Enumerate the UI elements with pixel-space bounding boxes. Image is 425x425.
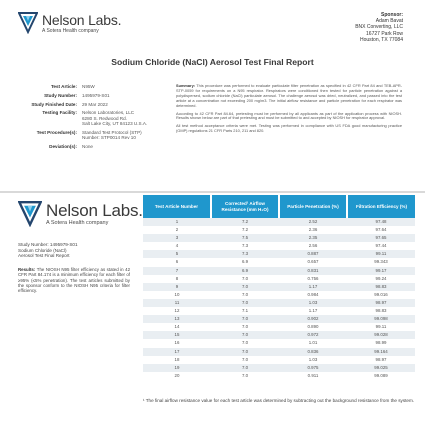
- table-row: [143, 307, 415, 315]
- table-cell: 19: [143, 364, 211, 372]
- table-cell: 11: [143, 299, 211, 307]
- table-row: [143, 242, 415, 250]
- table-row: [143, 348, 415, 356]
- table-row: [143, 299, 415, 307]
- meta-value: 1495979-S01: [82, 92, 110, 98]
- table-cell: 98.83: [347, 307, 415, 315]
- meta-key: Study Finished Date:: [31, 101, 77, 107]
- meta-value: N95W: [82, 84, 95, 89]
- table-row: [143, 291, 415, 299]
- summary-label: Summary:: [176, 83, 196, 88]
- table-cell: 6.9: [211, 258, 279, 266]
- table-cell: 97.44: [347, 242, 415, 250]
- table-cell: 7.0: [211, 364, 279, 372]
- study-line: Sodium Chloride (NaCl): [18, 247, 67, 253]
- column-header: Corrected¹ Airflow Resistance (mm H₂O): [211, 195, 279, 218]
- table-cell: 12: [143, 307, 211, 315]
- table-cell: 99.343: [347, 258, 415, 266]
- meta-value: Nelson Laboratories, LLC 6280 S. Redwood Rd. Salt Lake City, UT 84123 U.S.A.: [82, 110, 148, 127]
- table-cell: 99.089: [347, 372, 415, 380]
- table-cell: 16: [143, 339, 211, 347]
- table-cell: 1.03: [279, 356, 347, 364]
- table-cell: 7.1: [211, 307, 279, 315]
- table-cell: 98.99: [347, 339, 415, 347]
- results-table: [143, 195, 415, 380]
- table-cell: 0.975: [279, 364, 347, 372]
- table-cell: 7.0: [211, 348, 279, 356]
- nelson-labs-logo-top: [18, 12, 121, 34]
- table-header-row: [143, 195, 415, 218]
- meta-value: None: [82, 144, 93, 150]
- table-row: [143, 234, 415, 242]
- brand-name: Nelson Labs.: [42, 11, 122, 28]
- table-cell: 14: [143, 323, 211, 331]
- table-cell: 98.97: [347, 299, 415, 307]
- table-row: [143, 250, 415, 258]
- meta-key: Test Procedure(s):: [36, 130, 77, 135]
- table-row: [143, 275, 415, 283]
- table-cell: 0.657: [279, 258, 347, 266]
- table-row: [143, 315, 415, 323]
- table-cell: 18: [143, 356, 211, 364]
- table-cell: 2: [143, 226, 211, 234]
- brand-tagline: A Sotera Health company: [46, 219, 109, 226]
- nelson-labs-logo-mid: [18, 201, 143, 227]
- table-row: [143, 356, 415, 364]
- table-cell: 0.984: [279, 291, 347, 299]
- table-cell: 9: [143, 283, 211, 291]
- summary-paragraph: According to 42 CFR Part 84.64, pretesting must be performed by all applicants as part of the application process with NIOSH. Results shown below are part of that pretesting and must be submitted to and accepted by NIOSH for respirator approval.: [176, 110, 402, 121]
- summary-text: This procedure was performed to evaluate particulate filter penetration as specified in 42 CFR Part 84 and TEB-APR-STP-0059 for requirements on a N95 respirator. Respirators were conditioned then tested for particle penetration against a polydispersed, sodium chloride (NaCl) particulate aerosol. The challenge aerosol was dried, neutralized, and passed into the test article at a concentration not exceeding 200 mg/m3. The initial airflow resistance and particle penetration for each respirator was determined.: [176, 83, 402, 108]
- table-cell: 6.9: [211, 267, 279, 275]
- column-header: Particle Penetration (%): [279, 195, 347, 218]
- table-cell: 2.36: [279, 226, 347, 234]
- table-cell: 7.0: [211, 275, 279, 283]
- table-cell: 2.35: [279, 234, 347, 242]
- table-row: [143, 323, 415, 331]
- meta-key: Deviation(s):: [49, 144, 77, 150]
- study-line: Study Number: 1495979-S01: [18, 242, 78, 247]
- results-column: [18, 242, 130, 294]
- table-cell: 7.3: [211, 242, 279, 250]
- table-cell: 7.0: [211, 283, 279, 291]
- table-cell: 1.01: [279, 339, 347, 347]
- table-cell: 1.03: [279, 299, 347, 307]
- table-cell: 2.56: [279, 242, 347, 250]
- results-text: [18, 267, 130, 294]
- table-row: [143, 331, 415, 339]
- table-cell: 6: [143, 258, 211, 266]
- table-cell: 98.83: [347, 283, 415, 291]
- meta-key: Test Article:: [50, 84, 77, 89]
- meta-value: 29 Mar 2022: [82, 101, 108, 107]
- meta-key: Testing Facility:: [42, 110, 77, 116]
- table-cell: 0.911: [279, 372, 347, 380]
- table-cell: 97.64: [347, 226, 415, 234]
- table-cell: 1.17: [279, 283, 347, 291]
- sponsor-header: Sponsor:: [381, 12, 403, 18]
- table-row: [143, 339, 415, 347]
- logo-mark-icon: [18, 201, 42, 227]
- report-title: Sodium Chloride (NaCl) Aerosol Test Final Report: [111, 57, 314, 67]
- table-cell: 0.890: [279, 323, 347, 331]
- table-cell: 15: [143, 331, 211, 339]
- table-row: [143, 283, 415, 291]
- brand-tagline: A Sotera Health company: [42, 27, 99, 34]
- sponsor-block: [355, 12, 403, 43]
- sponsor-line: BNX Converting, LLC: [355, 24, 403, 31]
- table-cell: 0.887: [279, 250, 347, 258]
- page-divider: [0, 191, 425, 193]
- table-cell: 7.0: [211, 372, 279, 380]
- study-info: [18, 242, 130, 259]
- meta-row: [28, 144, 208, 149]
- column-header: Filtration Efficiency (%): [347, 195, 415, 218]
- table-cell: 98.97: [347, 356, 415, 364]
- summary-paragraph: All test method acceptance criteria were met. Testing was performed in compliance with US FDA good manufacturing practice (GMP) regulations 21 CFR Parts 210, 211 and 820.: [176, 123, 402, 134]
- sponsor-line: Adam Bavat: [375, 18, 403, 25]
- table-cell: 10: [143, 291, 211, 299]
- table-cell: 99.24: [347, 275, 415, 283]
- table-cell: 99.11: [347, 323, 415, 331]
- table-cell: 7.5: [211, 234, 279, 242]
- table-row: [143, 218, 415, 226]
- table-cell: 1: [143, 218, 211, 226]
- table-cell: 0.836: [279, 348, 347, 356]
- column-header: Test Article Number: [143, 195, 211, 218]
- sponsor-line: Houston, TX 77084: [360, 36, 403, 43]
- table-cell: 0.902: [279, 315, 347, 323]
- table-cell: 13: [143, 315, 211, 323]
- table-cell: 7.0: [211, 299, 279, 307]
- table-cell: 7.0: [211, 331, 279, 339]
- table-cell: 99.164: [347, 348, 415, 356]
- table-cell: 0.831: [279, 267, 347, 275]
- table-cell: 0.972: [279, 331, 347, 339]
- sponsor-line: 16727 Park Row: [366, 30, 403, 37]
- table-cell: 99.025: [347, 364, 415, 372]
- study-line: Aerosol Test Final Report: [18, 253, 70, 259]
- table-cell: 0.756: [279, 275, 347, 283]
- table-row: [143, 364, 415, 372]
- table-cell: 7.0: [211, 339, 279, 347]
- table-cell: 7.0: [211, 323, 279, 331]
- table-cell: 7.0: [211, 291, 279, 299]
- table-cell: 97.48: [347, 218, 415, 226]
- table-cell: 3: [143, 234, 211, 242]
- logo-mark-icon: [18, 12, 38, 34]
- table-cell: 7.2: [211, 218, 279, 226]
- table-row: [143, 226, 415, 234]
- table-cell: 4: [143, 242, 211, 250]
- table-cell: 99.11: [347, 250, 415, 258]
- table-body: [143, 218, 415, 380]
- table-cell: 7.0: [211, 315, 279, 323]
- meta-value: Standard Test Protocol (STP) Number: STP0014 Rev 10: [82, 130, 142, 141]
- table-cell: 99.016: [347, 291, 415, 299]
- table-cell: 99.028: [347, 331, 415, 339]
- table-cell: 99.098: [347, 315, 415, 323]
- footnote: ¹ The final airflow resistance value for each test article was determined by subtracting out the background resistance from the system.: [143, 398, 415, 403]
- results-body: The NIOSH N95 filter efficiency as stated in 42 CFR Part 84.174 is a minimum efficiency for each filter of ≥95% (≤5% penetration). The test articles submitted by the sponsor conform to the NIOSH N95 criteria for filter efficiency.: [18, 266, 131, 294]
- table-cell: 97.65: [347, 234, 415, 242]
- table-cell: 1.17: [279, 307, 347, 315]
- results-label: Results:: [18, 266, 36, 272]
- table-cell: 20: [143, 372, 211, 380]
- table-cell: 7.0: [211, 356, 279, 364]
- table-cell: 8: [143, 275, 211, 283]
- table-cell: 17: [143, 348, 211, 356]
- table-row: [143, 267, 415, 275]
- table-cell: 7.3: [211, 250, 279, 258]
- table-cell: 99.17: [347, 267, 415, 275]
- meta-key: Study Number:: [44, 92, 77, 98]
- table-row: [143, 258, 415, 266]
- table-row: [143, 372, 415, 380]
- summary-block: [176, 84, 402, 137]
- table-cell: 7.2: [211, 226, 279, 234]
- table-cell: 2.52: [279, 218, 347, 226]
- table-cell: 5: [143, 250, 211, 258]
- brand-name: Nelson Labs.: [46, 200, 143, 220]
- summary-paragraph: [176, 84, 402, 109]
- table-cell: 7: [143, 267, 211, 275]
